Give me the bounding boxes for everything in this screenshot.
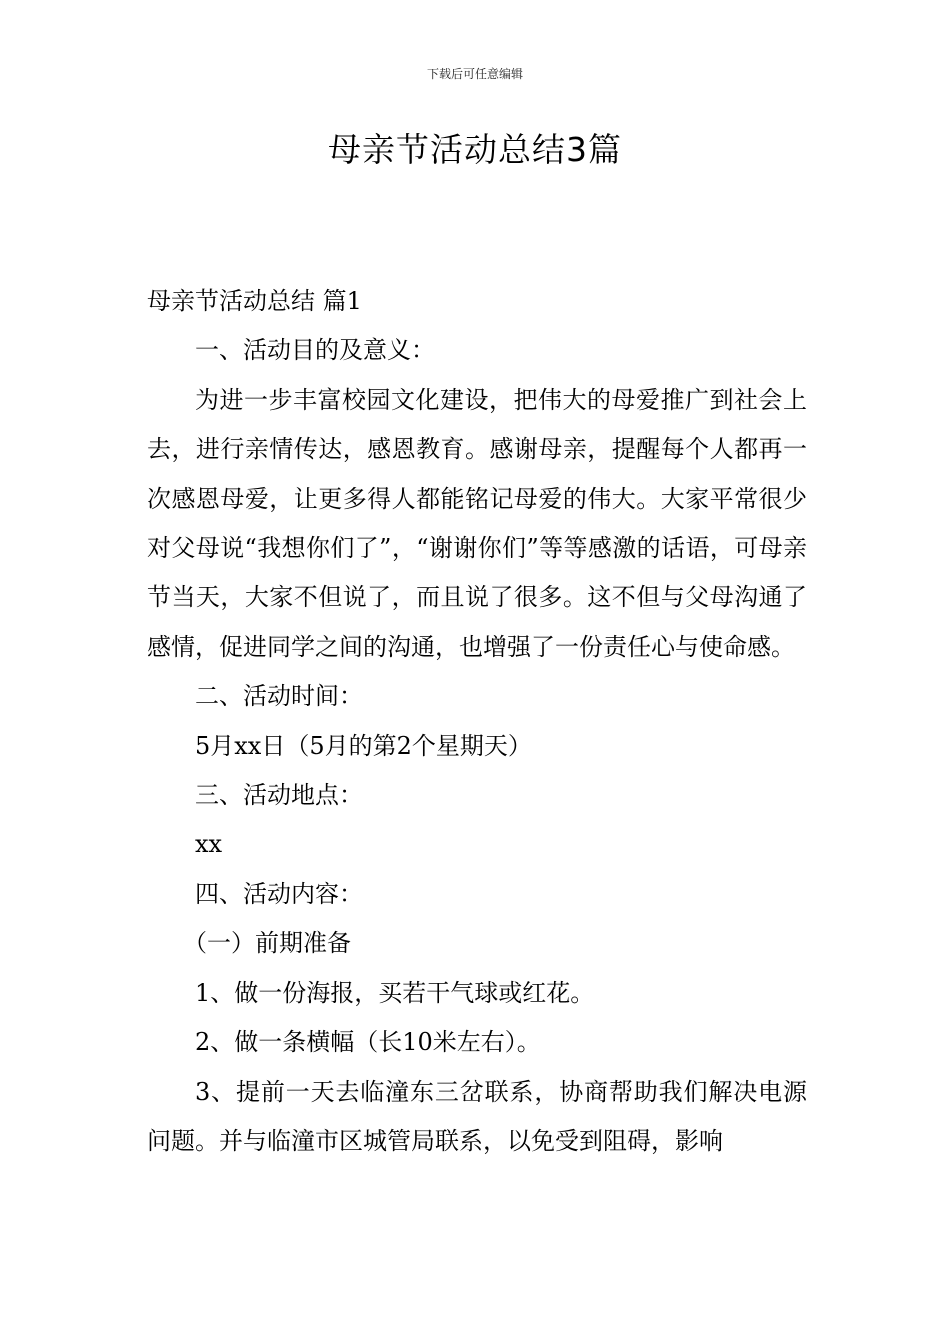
list-item-3: 3、提前一天去临潼东三岔联系，协商帮助我们解决电源问题。并与临潼市区城管局联系，以免受到阻碍，影响 <box>147 1077 807 1155</box>
heading-time: 二、活动时间： <box>195 682 363 711</box>
paragraph-purpose: 为进一步丰富校园文化建设，把伟大的母爱推广到社会上去，进行亲情传达，感恩教育。感谢母亲，提醒每个人都再一次感恩母爱，让更多得人都能铭记母爱的伟大。大家平常很少对父母说“我想你们了”，“谢谢你们”等等感激的话语，可母亲节当天，大家不但说了，而且说了很多。这不但与父母沟通了感情，促进同学之间的沟通，也增强了一份责任心与使命感。 <box>147 385 807 661</box>
document-title: 母亲节活动总结3篇 <box>328 130 622 169</box>
list-item-2: 2、做一条横幅（长10米左右）。 <box>195 1028 541 1057</box>
paragraph-time: 5月xx日（5月的第2个星期天） <box>195 731 532 760</box>
header-note: 下载后可任意编辑 <box>426 67 523 81</box>
heading-content: 四、活动内容： <box>195 879 363 908</box>
heading-location: 三、活动地点： <box>195 781 363 810</box>
paragraph-location: xx <box>195 830 223 859</box>
section-heading: 母亲节活动总结 篇1 <box>147 287 362 315</box>
heading-purpose: 一、活动目的及意义： <box>195 336 435 365</box>
subheading-preparation: （一）前期准备 <box>183 929 351 958</box>
list-item-1: 1、做一份海报，买若干气球或红花。 <box>195 978 595 1007</box>
document-body <box>147 277 807 1166</box>
